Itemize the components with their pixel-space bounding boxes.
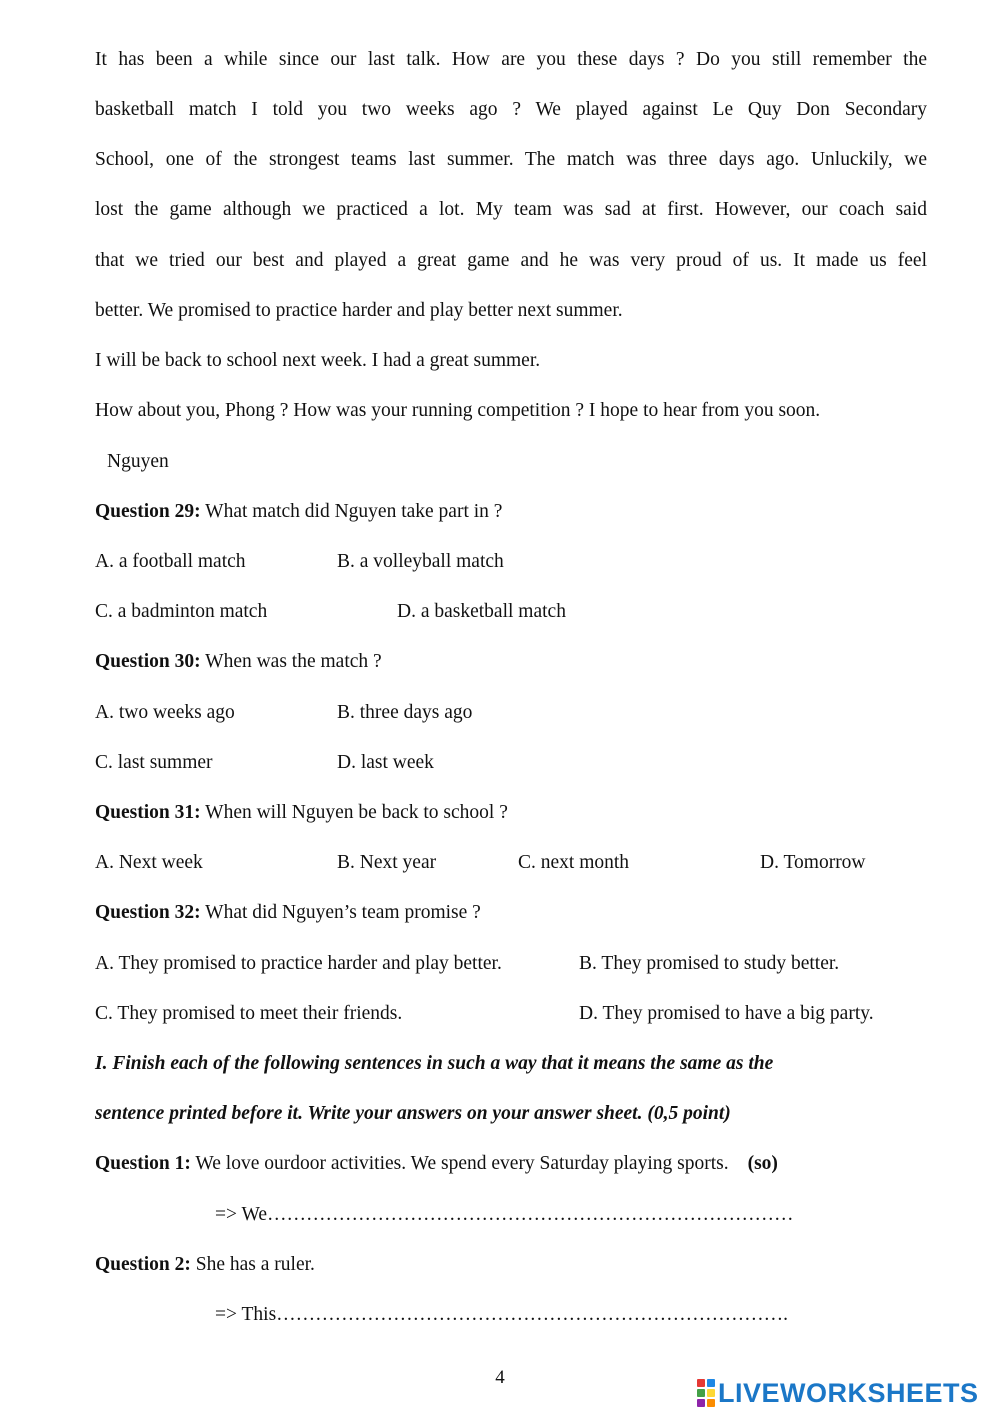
answer-line[interactable]: => We……………………………………………………………………… xyxy=(215,1204,794,1225)
option-a[interactable]: A. Next week xyxy=(95,852,203,873)
answer-line[interactable]: => This……………………………………………………………………. xyxy=(215,1304,789,1325)
passage-line: better. We promised to practice harder and play better next summer. xyxy=(95,300,623,321)
liveworksheets-logo[interactable] xyxy=(697,1378,979,1408)
passage-line: How about you, Phong ? How was your running competition ? I hope to hear from you soon. xyxy=(95,400,821,421)
option-b[interactable]: B. three days ago xyxy=(337,702,473,723)
option-b[interactable]: B. a volleyball match xyxy=(337,551,504,572)
section-heading: sentence printed before it. Write your answers on your answer sheet. (0,5 point) xyxy=(95,1103,731,1124)
question-31 xyxy=(95,801,508,825)
question-label: Question 32: xyxy=(95,902,201,923)
option-d[interactable]: D. Tomorrow xyxy=(760,852,866,873)
option-a[interactable]: A. a football match xyxy=(95,551,246,572)
question-text: What match did Nguyen take part in ? xyxy=(200,501,503,522)
question-text: She has a ruler. xyxy=(190,1254,315,1275)
passage-line: School, one of the strongest teams last summer. The match was three days ago. Unluckily, we xyxy=(95,149,927,170)
option-d[interactable]: D. a basketball match xyxy=(397,601,566,622)
option-c[interactable]: C. last summer xyxy=(95,752,213,773)
passage-line: basketball match I told you two weeks ago ? We played against Le Quy Don Secondary xyxy=(95,99,927,120)
passage-line: that we tried our best and played a great game and he was very proud of us. It made us feel xyxy=(95,250,927,271)
option-c[interactable]: C. a badminton match xyxy=(95,601,268,622)
passage-line: lost the game although we practiced a lot. My team was sad at first. However, our coach said xyxy=(95,199,927,220)
logo-square xyxy=(697,1389,705,1397)
logo-square xyxy=(707,1399,715,1407)
question-label: Question 29: xyxy=(95,501,201,522)
question-label: Question 31: xyxy=(95,802,201,823)
section-heading: I. Finish each of the following sentences in such a way that it means the same as the xyxy=(95,1053,774,1074)
option-c[interactable]: C. next month xyxy=(518,852,630,873)
option-b[interactable]: B. They promised to study better. xyxy=(579,953,840,974)
option-a[interactable]: A. two weeks ago xyxy=(95,702,235,723)
question-hint: (so) xyxy=(747,1153,778,1174)
question-29 xyxy=(95,500,502,524)
option-b[interactable]: B. Next year xyxy=(337,852,437,873)
question-text: We love ourdoor activities. We spend every Saturday playing sports. xyxy=(190,1153,729,1174)
question-label: Question 2: xyxy=(95,1254,191,1275)
letter-signature: Nguyen xyxy=(107,451,169,472)
question-30 xyxy=(95,650,382,674)
option-a[interactable]: A. They promised to practice harder and play better. xyxy=(95,953,502,974)
question-32 xyxy=(95,901,481,925)
option-c[interactable]: C. They promised to meet their friends. xyxy=(95,1003,403,1024)
question-label: Question 1: xyxy=(95,1153,191,1174)
passage-line: I will be back to school next week. I had a great summer. xyxy=(95,350,541,371)
option-d[interactable]: D. They promised to have a big party. xyxy=(579,1003,874,1024)
liveworksheets-brand: LIVEWORKSHEETS xyxy=(718,1378,979,1408)
question-text: When will Nguyen be back to school ? xyxy=(200,802,508,823)
rewrite-question-1 xyxy=(95,1152,778,1176)
question-text: What did Nguyen’s team promise ? xyxy=(200,902,481,923)
question-label: Question 30: xyxy=(95,651,201,672)
logo-square xyxy=(697,1399,705,1407)
rewrite-question-2 xyxy=(95,1253,315,1277)
logo-square xyxy=(707,1389,715,1397)
logo-square xyxy=(707,1379,715,1387)
page-number: 4 xyxy=(495,1367,505,1388)
liveworksheets-logo-icon xyxy=(697,1379,715,1407)
question-text: When was the match ? xyxy=(200,651,382,672)
option-d[interactable]: D. last week xyxy=(337,752,434,773)
logo-square xyxy=(697,1379,705,1387)
passage-line: It has been a while since our last talk. How are you these days ? Do you still remember the xyxy=(95,49,927,70)
